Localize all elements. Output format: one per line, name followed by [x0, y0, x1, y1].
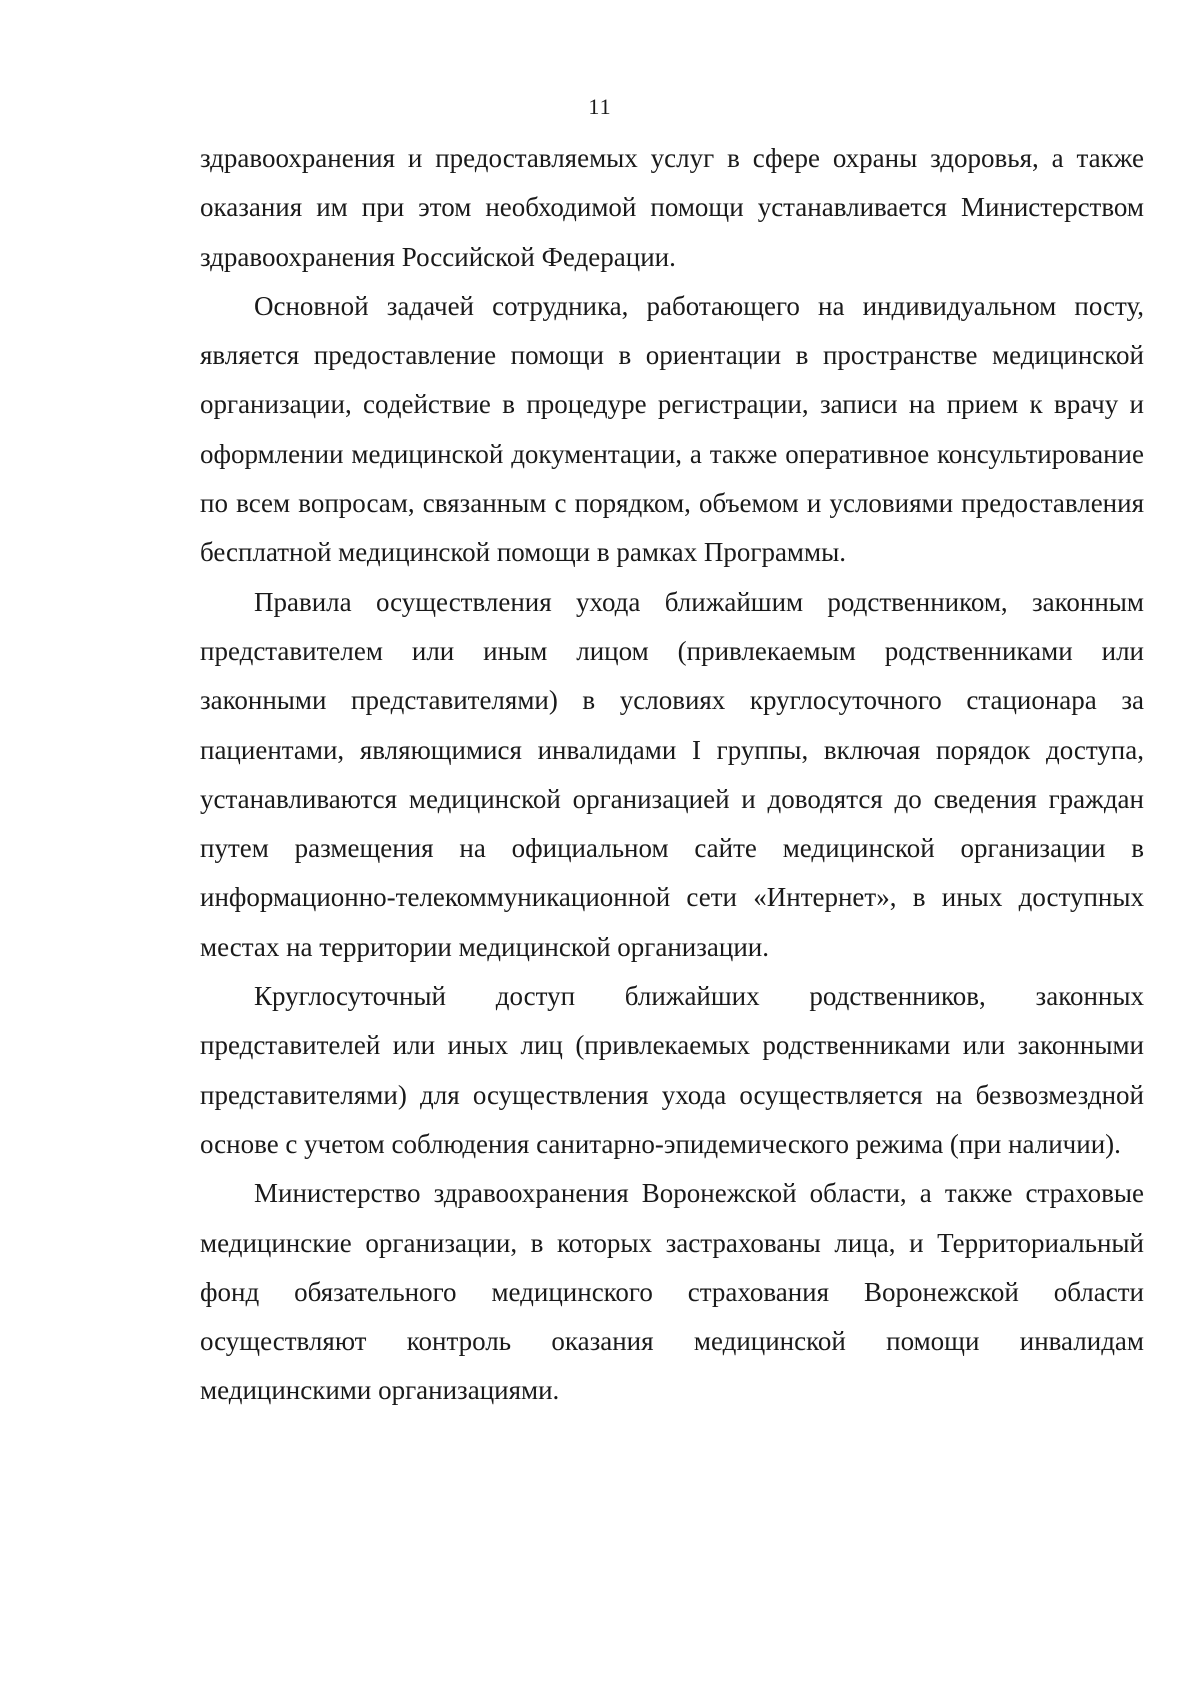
- paragraph-round-the-clock-access: Круглосуточный доступ ближайших родственников, законных представителей или иных лиц (привлекаемых родственниками или законными представителями) для осуществления ухода осуществляется на безвозмездной основе с учетом соблюдения санитарно-эпидемического режима (при наличии).: [200, 981, 1144, 1159]
- document-body: [200, 134, 1144, 1416]
- paragraph-care-rules: Правила осуществления ухода ближайшим родственником, законным представителем или иным лицом (привлекаемым родственниками или законными представителями) в условиях круглосуточного стационара за пациентами, являющимися инвалидами I группы, включая порядок доступа, устанавливаются медицинской организацией и доводятся до сведения граждан путем размещения на официальном сайте медицинской организации в информационно-телекоммуникационной сети «Интернет», в иных доступных местах на территории медицинской организации.: [200, 586, 1144, 962]
- paragraph-continuation: здравоохранения и предоставляемых услуг в сфере охраны здоровья, а также оказания им при этом необходимой помощи устанавливается Министерством здравоохранения Российской Федерации.: [200, 143, 1144, 272]
- paragraph-assistant-duties: Основной задачей сотрудника, работающего на индивидуальном посту, является предоставление помощи в ориентации в пространстве медицинской организации, содействие в процедуре регистрации, записи на прием к врачу и оформлении медицинской документации, а также оперативное консультирование по всем вопросам, связанным с порядком, объемом и условиями предоставления бесплатной медицинской помощи в рамках Программы.: [200, 290, 1144, 568]
- paragraph-control: Министерство здравоохранения Воронежской области, а также страховые медицинские организации, в которых застрахованы лица, и Территориальный фонд обязательного медицинского страхования Воронежской области осуществляют контроль оказания медицинской помощи инвалидам медицинскими организациями.: [200, 1178, 1144, 1406]
- page-number: 11: [588, 94, 612, 119]
